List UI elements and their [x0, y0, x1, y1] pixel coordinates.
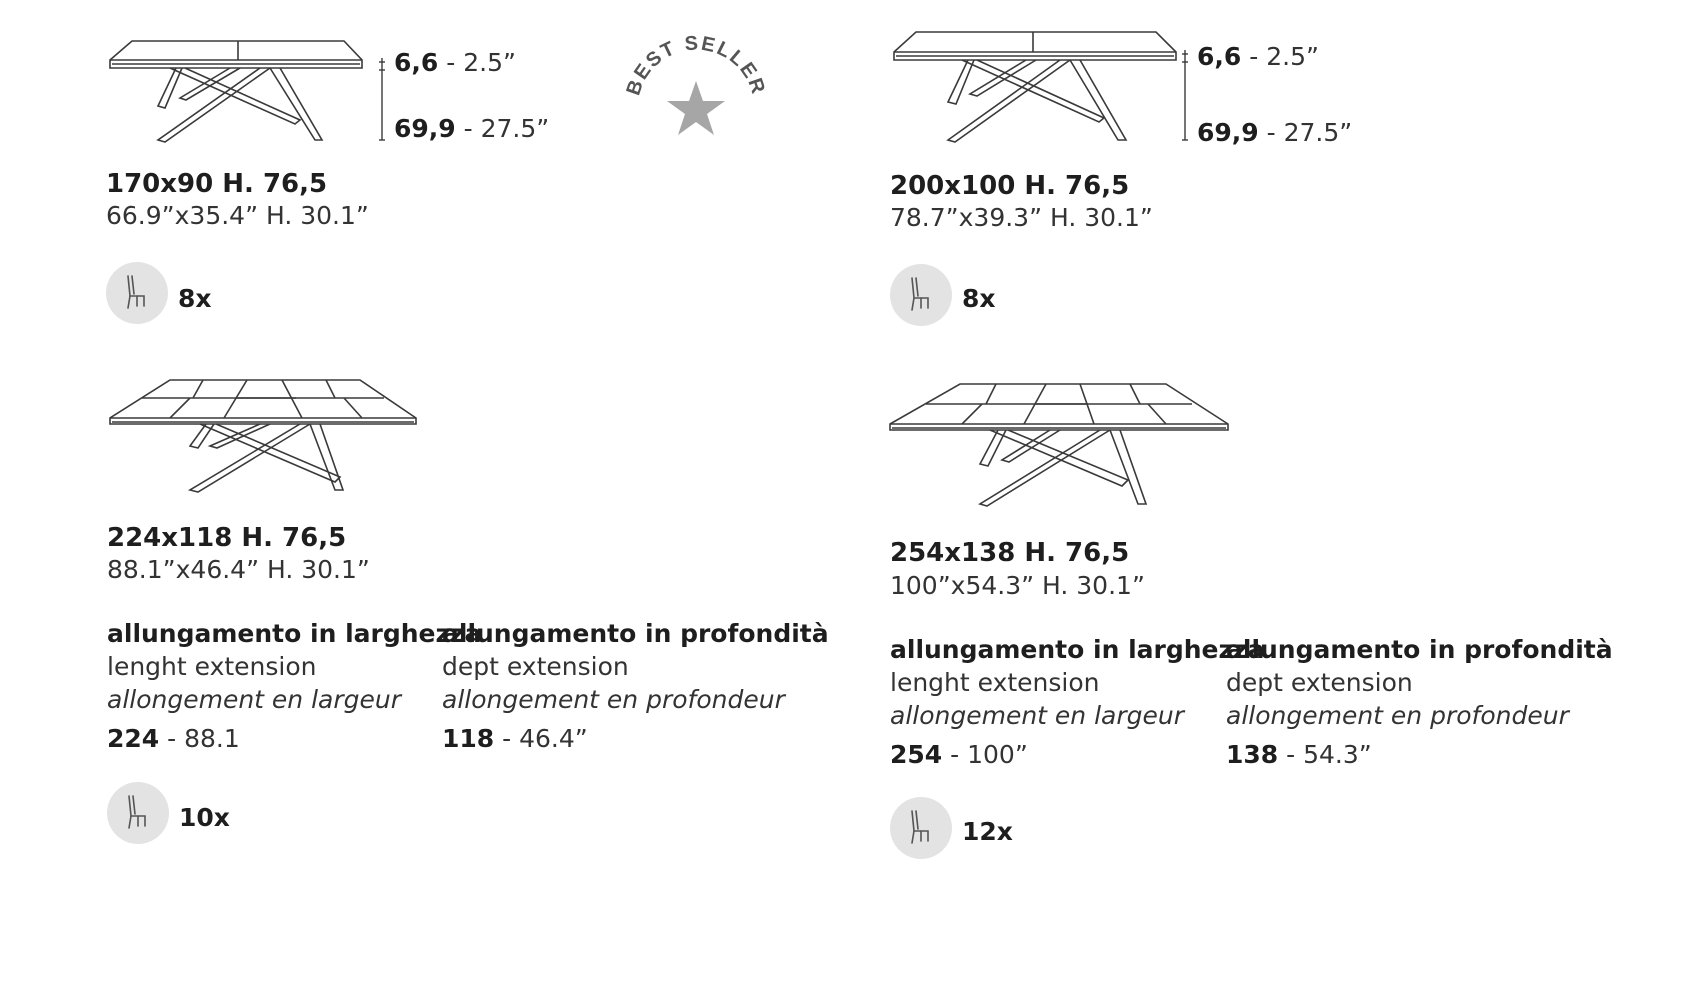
- seat-badge: [890, 264, 952, 326]
- extension-cm: 118: [442, 724, 495, 753]
- extension-title-fr: allongement en profondeur: [442, 685, 785, 714]
- separator: -: [1278, 740, 1304, 769]
- depth-extension-block: [1226, 633, 1613, 771]
- product-dimensions-metric: 170x90 H. 76,5: [106, 169, 328, 199]
- seat-count: 8x: [962, 284, 996, 313]
- leg-height-cm: 69,9: [394, 114, 456, 143]
- top-thickness-in: 2.5”: [463, 48, 516, 77]
- extension-in: 100”: [967, 740, 1028, 769]
- height-indicator: [378, 56, 388, 146]
- extension-title-fr: allongement en largeur: [107, 685, 402, 714]
- separator: -: [942, 740, 968, 769]
- extension-title-en: lenght extension: [890, 668, 1100, 697]
- extension-in: 54.3”: [1303, 740, 1372, 769]
- extension-title-en: dept extension: [1226, 668, 1413, 697]
- product-dimensions-metric: 200x100 H. 76,5: [890, 171, 1130, 201]
- product-dimensions-imperial: 88.1”x46.4” H. 30.1”: [107, 555, 370, 584]
- extension-title-en: dept extension: [442, 652, 629, 681]
- table-drawing-170x90: [110, 36, 370, 146]
- separator: -: [159, 724, 185, 753]
- top-thickness-label: [394, 48, 516, 78]
- leg-height-in: 27.5”: [480, 114, 550, 143]
- product-dimensions-imperial: 78.7”x39.3” H. 30.1”: [890, 203, 1153, 232]
- leg-height-cm: 69,9: [1197, 118, 1259, 147]
- extension-value: [890, 738, 1264, 771]
- top-thickness-cm: 6,6: [394, 48, 439, 77]
- seat-badge: [106, 262, 168, 324]
- separator: -: [438, 48, 464, 77]
- product-dimensions-metric: 254x138 H. 76,5: [890, 538, 1130, 568]
- separator: -: [455, 114, 481, 143]
- star-icon: [667, 81, 725, 135]
- chair-icon: [890, 264, 952, 326]
- leg-height-label: [394, 114, 549, 144]
- extension-cm: 138: [1226, 740, 1279, 769]
- leg-height-in: 27.5”: [1283, 118, 1353, 147]
- leg-height-label: [1197, 118, 1352, 148]
- best-seller-text: BEST SELLER: [622, 32, 770, 99]
- seat-badge: [107, 782, 169, 844]
- product-dimensions-imperial: 100”x54.3” H. 30.1”: [890, 571, 1145, 600]
- table-drawing-254x138: [890, 380, 1230, 510]
- extension-title-it: allungamento in profondità: [442, 619, 829, 648]
- extension-cm: 254: [890, 740, 943, 769]
- extension-title-fr: allongement en profondeur: [1226, 701, 1569, 730]
- extension-in: 46.4”: [519, 724, 588, 753]
- separator: -: [1258, 118, 1284, 147]
- extension-value: [1226, 738, 1613, 771]
- seat-count: 10x: [179, 803, 230, 832]
- extension-title-it: allungamento in larghezza: [890, 635, 1265, 664]
- depth-extension-block: [442, 617, 829, 755]
- width-extension-block: [107, 617, 481, 755]
- extension-title-it: allungamento in larghezza: [107, 619, 482, 648]
- top-thickness-in: 2.5”: [1266, 42, 1319, 71]
- extension-value: [107, 722, 481, 755]
- extension-cm: 224: [107, 724, 160, 753]
- seat-badge: [890, 797, 952, 859]
- table-drawing-224x118: [110, 376, 420, 496]
- height-indicator: [1181, 48, 1191, 144]
- top-thickness-cm: 6,6: [1197, 42, 1242, 71]
- product-dimensions-imperial: 66.9”x35.4” H. 30.1”: [106, 201, 369, 230]
- separator: -: [1241, 42, 1267, 71]
- seat-count: 12x: [962, 817, 1013, 846]
- chair-icon: [890, 797, 952, 859]
- product-dimensions-metric: 224x118 H. 76,5: [107, 523, 347, 553]
- extension-title-it: allungamento in profondità: [1226, 635, 1613, 664]
- chair-icon: [106, 262, 168, 324]
- best-seller-badge: [622, 32, 770, 145]
- extension-title-en: lenght extension: [107, 652, 317, 681]
- table-drawing-200x100: [894, 30, 1184, 150]
- top-thickness-label: [1197, 42, 1319, 72]
- separator: -: [494, 724, 520, 753]
- extension-in: 88.1: [184, 724, 240, 753]
- seat-count: 8x: [178, 284, 212, 313]
- width-extension-block: [890, 633, 1264, 771]
- extension-value: [442, 722, 829, 755]
- extension-title-fr: allongement en largeur: [890, 701, 1185, 730]
- chair-icon: [107, 782, 169, 844]
